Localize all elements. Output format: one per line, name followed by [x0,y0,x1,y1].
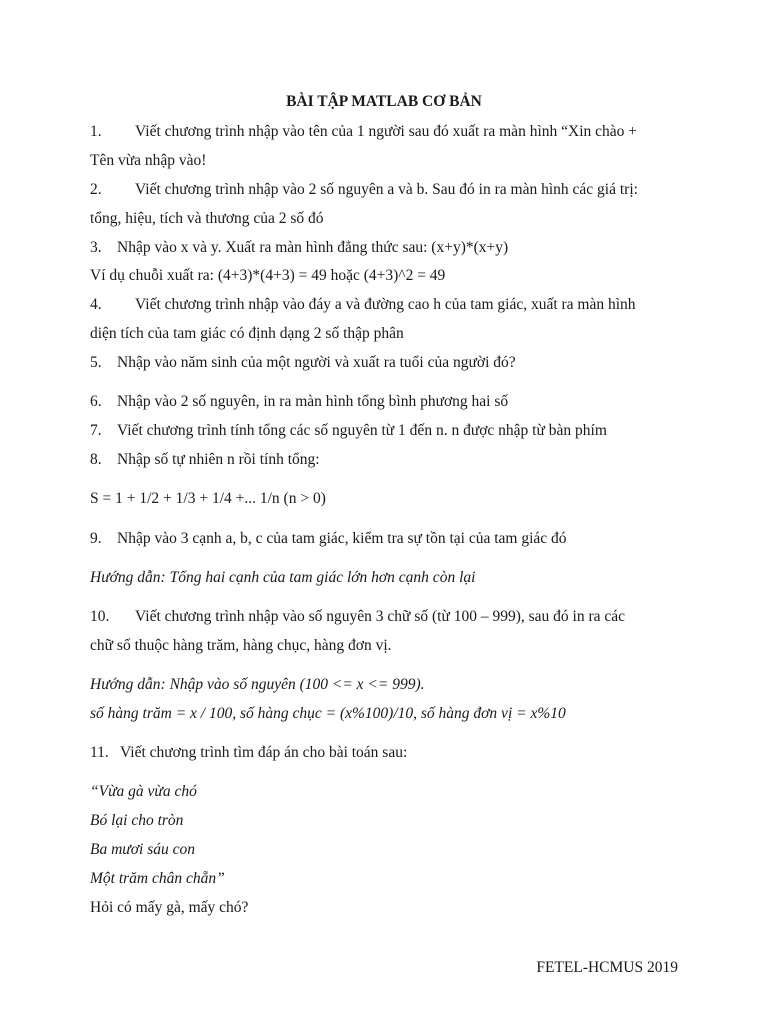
item-example: Ví dụ chuỗi xuất ra: (4+3)*(4+3) = 49 hoặc (4+3)^2 = 49 [90,267,446,284]
hint-text: Hướng dẫn: Tổng hai cạnh của tam giác lớn hơn cạnh còn lại [90,569,476,586]
exercise-5 [90,353,516,373]
item-number: 11. [90,744,109,761]
poem-line: Ba mươi sáu con [90,841,195,858]
item-text: Viết chương trình tìm đáp án cho bài toán sau: [120,744,408,761]
item-number: 10. [90,608,110,625]
exercise-7 [90,421,607,441]
item-text: Nhập vào x và y. Xuất ra màn hình đẳng thức sau: (x+y)*(x+y) [117,239,509,256]
poem-line: Bó lại cho tròn [90,812,184,829]
hint-text: Hướng dẫn: Nhập vào số nguyên (100 <= x <= 999). [90,676,425,693]
item-number: 5. [90,354,102,371]
item-text: Viết chương trình nhập vào tên của 1 người sau đó xuất ra màn hình “Xin chào + [135,123,638,140]
sum-formula: S = 1 + 1/2 + 1/3 + 1/4 +... 1/n (n > 0) [90,490,326,507]
item-text: Viết chương trình nhập vào số nguyên 3 chữ số (từ 100 – 999), sau đó in ra các [135,608,626,625]
item-text: Viết chương trình nhập vào 2 số nguyên a và b. Sau đó in ra màn hình các giá trị: [135,181,638,198]
page-title: BÀI TẬP MATLAB CƠ BẢN [286,93,482,110]
item-continuation: diện tích của tam giác có định dạng 2 số thập phân [90,325,404,342]
poem-line: “Vừa gà vừa chó [90,783,197,800]
item-continuation: Tên vừa nhập vào! [90,152,207,169]
item-number: 3. [90,239,102,256]
item-number: 9. [90,530,102,547]
item-number: 7. [90,422,102,439]
footer-label: FETEL-HCMUS 2019 [536,959,678,976]
item-continuation: tổng, hiệu, tích và thương của 2 số đó [90,210,324,227]
item-text: Nhập số tự nhiên n rồi tính tổng: [117,451,320,468]
item-text: Viết chương trình tính tổng các số nguyên từ 1 đến n. n được nhập từ bàn phím [117,422,607,439]
item-text: Nhập vào năm sinh của một người và xuất ra tuổi của người đó? [117,354,516,371]
item-text: Viết chương trình nhập vào đáy a và đường cao h của tam giác, xuất ra màn hình [135,296,636,313]
hint-formula: số hàng trăm = x / 100, số hàng chục = (x%100)/10, số hàng đơn vị = x%10 [90,705,566,722]
exercise-6 [90,392,508,412]
item-number: 6. [90,393,102,410]
item-text: Nhập vào 2 số nguyên, in ra màn hình tổng bình phương hai số [117,393,509,410]
item-number: 1. [90,123,102,140]
item-number: 8. [90,451,102,468]
item-continuation: chữ số thuộc hàng trăm, hàng chục, hàng đơn vị. [90,637,392,654]
poem-line: Một trăm chân chẵn” [90,870,225,887]
poem-question: Hỏi có mấy gà, mấy chó? [90,899,249,916]
item-number: 4. [90,296,102,313]
item-number: 2. [90,181,102,198]
item-text: Nhập vào 3 cạnh a, b, c của tam giác, kiểm tra sự tồn tại của tam giác đó [117,530,567,547]
